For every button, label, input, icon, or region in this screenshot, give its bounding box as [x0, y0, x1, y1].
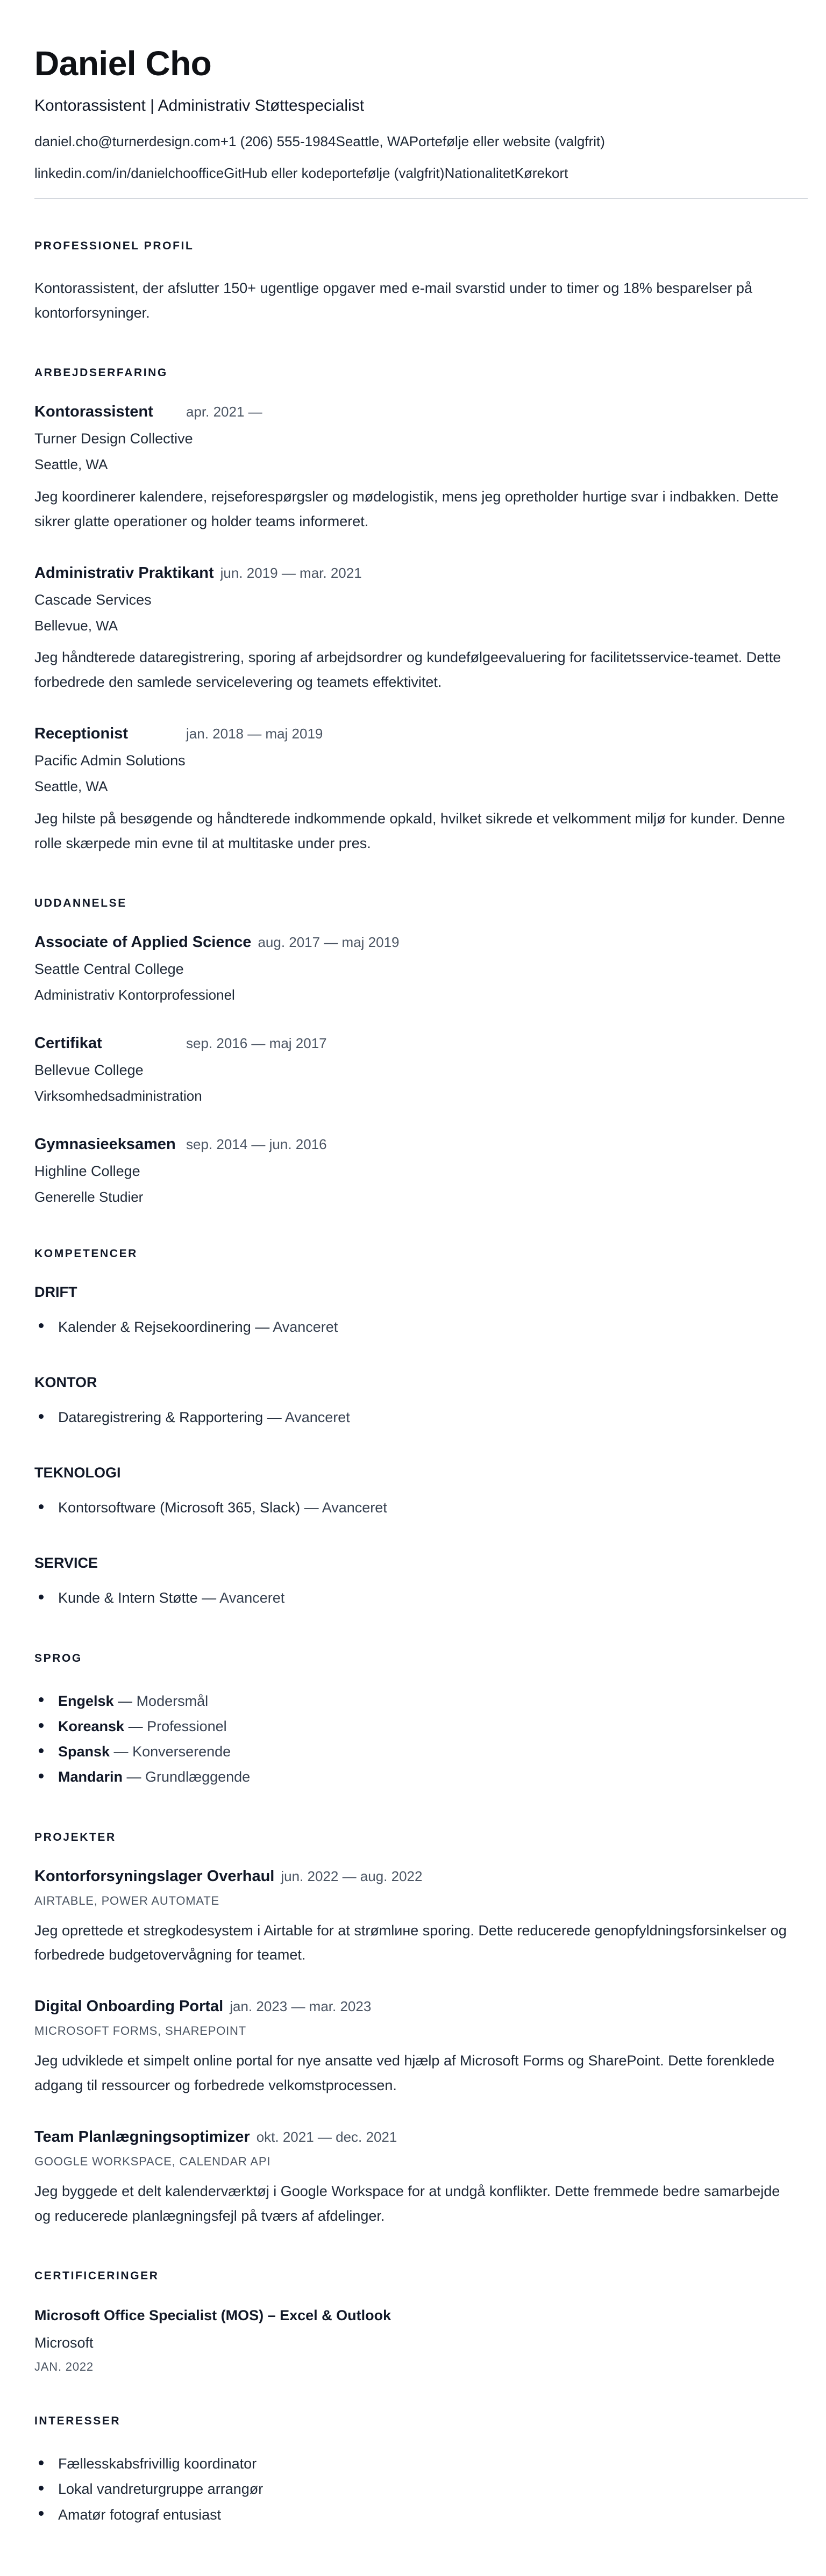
project-dates: okt. 2021 — dec. 2021 — [256, 2129, 397, 2146]
contact-item: Kørekort — [514, 164, 568, 181]
job-entry — [34, 564, 794, 695]
education-entry-head — [34, 1035, 794, 1052]
job-location: Seattle, WA — [34, 778, 108, 795]
skill-level: Avanceret — [284, 1409, 350, 1425]
contact-item: daniel.cho@turnerdesign.com — [34, 133, 220, 150]
project-stack: AIRTABLE, POWER AUTOMATE — [34, 1893, 219, 1907]
language-item: Engelsk — Modersmål — [34, 1689, 794, 1714]
education-entry — [34, 1136, 794, 1207]
education-entry — [34, 934, 794, 1004]
contact-item: Seattle, WA — [336, 133, 409, 150]
certification-entry — [34, 2306, 794, 2374]
education-list — [34, 934, 794, 1207]
section-experience — [34, 367, 794, 856]
school-name: Bellevue College — [34, 1061, 144, 1078]
language-level: Modersmål — [136, 1692, 209, 1709]
job-dates: jan. 2018 — maj 2019 — [186, 726, 323, 742]
project-entry — [34, 1868, 794, 1968]
section-profile — [34, 240, 794, 326]
header-divider — [34, 198, 808, 199]
profile-text: Kontorassistent, der afslutter 150+ ugentlige opgaver med e-mail svarstid under to timer og 18% besparelser på kontorforsyninger. — [34, 280, 752, 321]
language-item: Koreansk — Professionel — [34, 1714, 794, 1739]
section-projects — [34, 1831, 794, 2229]
language-name: Engelsk — [58, 1692, 114, 1709]
section-education — [34, 897, 794, 1207]
project-title: Digital Onboarding Portal — [34, 1998, 224, 2015]
skill-category: KONTOR — [34, 1374, 97, 1390]
skill-group-list — [34, 1315, 794, 1340]
job-company: Cascade Services — [34, 591, 152, 608]
job-entry-head — [34, 403, 794, 421]
skill-item: Kunde & Intern Støtte — Avanceret — [34, 1585, 794, 1611]
job-description: Jeg koordinerer kalendere, rejseforespørgsler og mødelogistik, mens jeg opretholder hurtige svar i indbakken. Dette sikrer glatte operationer og holder teams informeret. — [34, 488, 779, 529]
job-title: Receptionist — [34, 725, 129, 743]
languages-list — [34, 1689, 794, 1790]
language-level: Professionel — [147, 1718, 227, 1734]
skills-list — [34, 1284, 794, 1611]
section-interests — [34, 2415, 794, 2528]
profile-heading: PROFESSIONEL PROFIL — [34, 240, 194, 253]
section-certifications — [34, 2270, 794, 2374]
project-entry — [34, 1998, 794, 2098]
project-title: Team Planlægningsoptimizer — [34, 2128, 250, 2146]
skills-heading: KOMPETENCER — [34, 1247, 138, 1260]
job-entry-head — [34, 564, 794, 582]
project-dates: jan. 2023 — mar. 2023 — [230, 1998, 372, 2015]
skill-name: Dataregistrering & Rapportering — [58, 1409, 264, 1425]
skill-item: Kalender & Rejsekoordinering — Avanceret — [34, 1315, 794, 1340]
project-description: Jeg udviklede et simpelt online portal for nye ansatte ved hjælp af Microsoft Forms og SharePoint. Dette forenklede adgang til ressourcer og forbedrede velkomstprocessen. — [34, 2053, 775, 2094]
job-dates: apr. 2021 — — [186, 403, 262, 420]
education-dates: aug. 2017 — maj 2019 — [258, 934, 400, 950]
school-name: Highline College — [34, 1163, 140, 1179]
skill-item: Dataregistrering & Rapportering — Avanceret — [34, 1405, 794, 1430]
education-dates: sep. 2014 — jun. 2016 — [186, 1136, 327, 1152]
project-description: Jeg byggede et delt kalenderværktøj i Google Workspace for at undgå konflikter. Dette fremmede bedre samarbejde og reducerede planlægningsfejl på tværs af afdelinger. — [34, 2183, 780, 2225]
interest-item: Fællesskabsfrivillig koordinator — [34, 2451, 794, 2477]
job-company: Pacific Admin Solutions — [34, 752, 186, 769]
contact-item: +1 (206) 555-1984 — [220, 133, 336, 150]
job-company: Turner Design Collective — [34, 430, 193, 447]
project-dates: jun. 2022 — aug. 2022 — [281, 1868, 423, 1884]
interests-heading: INTERESSER — [34, 2415, 121, 2428]
skill-group-list — [34, 1495, 794, 1520]
project-entry — [34, 2128, 794, 2229]
project-entry-head — [34, 1868, 794, 1885]
person-name: Daniel Cho — [34, 44, 212, 83]
job-description: Jeg hilste på besøgende og håndterede indkommende opkald, hvilket sikrede et velkomment miljø for kunder. Denne rolle skærpede min evne til at multitaske under pres. — [34, 810, 785, 852]
contact-item: Nationalitet — [444, 164, 515, 181]
education-entry-head — [34, 934, 794, 951]
job-location: Seattle, WA — [34, 456, 108, 472]
job-title: Kontorassistent — [34, 403, 153, 420]
interest-item: Amatør fotograf entusiast — [34, 2502, 794, 2528]
language-item: Mandarin — Grundlæggende — [34, 1764, 794, 1790]
projects-list — [34, 1868, 794, 2229]
skill-group-list — [34, 1405, 794, 1430]
skill-name: Kalender & Rejsekoordinering — [58, 1318, 251, 1335]
language-name: Koreansk — [58, 1718, 125, 1734]
skill-level: Avanceret — [273, 1318, 338, 1335]
job-entry — [34, 725, 794, 856]
skill-level: Avanceret — [322, 1499, 387, 1516]
language-level: Konverserende — [132, 1743, 231, 1760]
certification-name: Microsoft Office Specialist (MOS) – Excel & Outlook — [34, 2307, 391, 2323]
certifications-heading: CERTIFICERINGER — [34, 2269, 159, 2282]
education-entry-head — [34, 1136, 794, 1153]
job-title: Administrativ Praktikant — [34, 564, 214, 582]
job-entry-head — [34, 725, 794, 743]
job-location: Bellevue, WA — [34, 617, 118, 634]
experience-heading: ARBEJDSERFARING — [34, 366, 168, 379]
field-of-study: Administrativ Kontorprofessionel — [34, 987, 235, 1003]
person-job-title: Kontorassistent | Administrativ Støttespecialist — [34, 97, 365, 115]
job-entry — [34, 403, 794, 534]
skill-category: DRIFT — [34, 1283, 77, 1300]
contact-row-2 — [34, 164, 794, 182]
skill-level: Avanceret — [219, 1590, 285, 1606]
project-stack: MICROSOFT FORMS, SHAREPOINT — [34, 2024, 246, 2038]
project-description: Jeg oprettede et stregkodesystem i Airtable for at strømlине sporing. Dette reducerede genopfyldningsforsinkelser og forbedrede budgetovervågning for teamet. — [34, 1922, 787, 1963]
certifications-list — [34, 2306, 794, 2374]
skill-category: SERVICE — [34, 1555, 98, 1572]
project-entry-head — [34, 1998, 794, 2015]
school-name: Seattle Central College — [34, 960, 184, 977]
resume-header — [34, 45, 794, 199]
language-level: Grundlæggende — [145, 1769, 251, 1785]
interests-list — [34, 2451, 794, 2528]
interest-item: Lokal vandreturgruppe arrangør — [34, 2477, 794, 2502]
section-languages — [34, 1652, 794, 1790]
contact-item: GitHub eller kodeportefølje (valgfrit) — [224, 164, 445, 181]
skill-name: Kontorsoftware (Microsoft 365, Slack) — [58, 1499, 301, 1516]
languages-heading: SPROG — [34, 1652, 82, 1664]
jobs-list — [34, 403, 794, 856]
certification-issuer: Microsoft — [34, 2335, 94, 2351]
education-dates: sep. 2016 — maj 2017 — [186, 1035, 327, 1051]
degree-title: Associate of Applied Science — [34, 933, 252, 951]
job-dates: jun. 2019 — mar. 2021 — [220, 564, 362, 581]
skill-group-list — [34, 1585, 794, 1611]
certification-date: JAN. 2022 — [34, 2360, 94, 2374]
project-stack: GOOGLE WORKSPACE, CALENDAR API — [34, 2155, 271, 2169]
degree-title: Certifikat — [34, 1034, 102, 1052]
contact-row-1 — [34, 133, 794, 150]
job-description: Jeg håndterede dataregistrering, sporing af arbejdsordrer og kundefølgeevaluering for facilitetsservice-teamet. Dette forbedrede den samlede servicelevering og teamets effektivitet. — [34, 649, 781, 691]
education-heading: UDDANNELSE — [34, 896, 127, 909]
project-entry-head — [34, 2128, 794, 2146]
language-name: Mandarin — [58, 1769, 123, 1785]
project-title: Kontorforsyningslager Overhaul — [34, 1867, 275, 1885]
education-entry — [34, 1035, 794, 1106]
skill-item: Kontorsoftware (Microsoft 365, Slack) — Avanceret — [34, 1495, 794, 1520]
degree-title: Gymnasieeksamen — [34, 1135, 176, 1153]
field-of-study: Virksomhedsadministration — [34, 1087, 202, 1104]
language-name: Spansk — [58, 1743, 110, 1760]
contact-item: linkedin.com/in/danielchooffice — [34, 164, 224, 181]
skill-category: TEKNOLOGI — [34, 1465, 121, 1481]
contact-item: Portefølje eller website (valgfrit) — [409, 133, 605, 150]
section-skills — [34, 1247, 794, 1611]
skill-name: Kunde & Intern Støtte — [58, 1590, 198, 1606]
projects-heading: PROJEKTER — [34, 1831, 116, 1843]
language-item: Spansk — Konverserende — [34, 1739, 794, 1764]
field-of-study: Generelle Studier — [34, 1188, 144, 1205]
